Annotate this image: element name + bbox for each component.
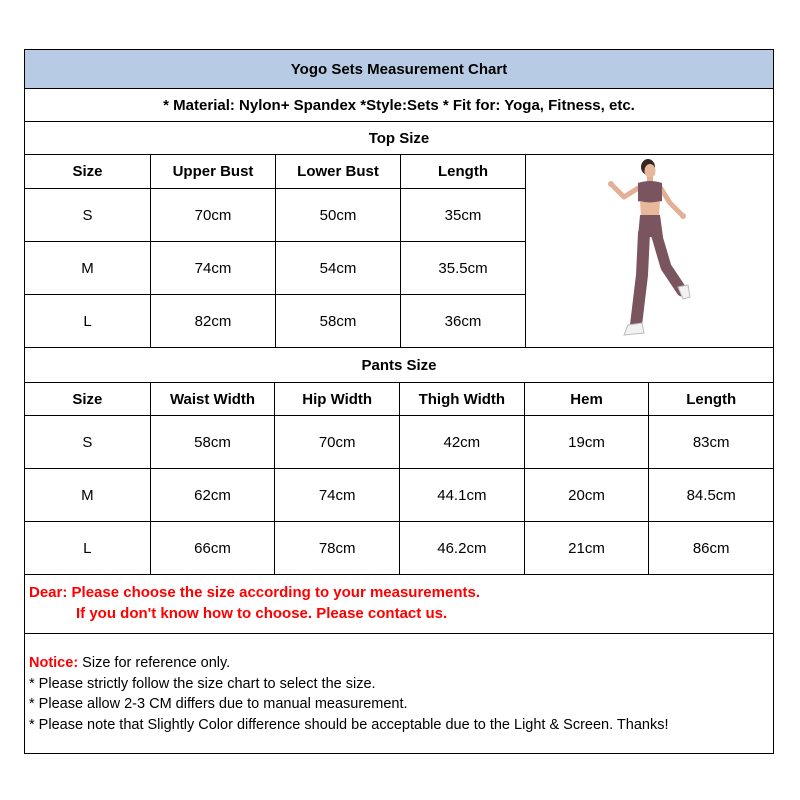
top-cell: 58cm bbox=[275, 295, 400, 347]
model-image bbox=[525, 155, 773, 347]
pants-cell: 44.1cm bbox=[399, 469, 524, 521]
top-cell: 50cm bbox=[275, 189, 400, 241]
pants-cell: 21cm bbox=[524, 522, 649, 574]
pants-size-heading: Pants Size bbox=[25, 347, 773, 382]
pants-cell: 84.5cm bbox=[648, 469, 773, 521]
woman-running-yoga-set-icon bbox=[590, 157, 710, 345]
notice-first-line bbox=[29, 653, 773, 674]
notice-line: * Please allow 2-3 CM differs due to manual measurement. bbox=[29, 696, 408, 712]
pants-cell: 66cm bbox=[150, 522, 275, 574]
table-row bbox=[25, 521, 773, 574]
pants-cell: 20cm bbox=[524, 469, 649, 521]
pants-header-thigh-width: Thigh Width bbox=[399, 383, 524, 415]
top-header-size: Size bbox=[72, 163, 103, 180]
pants-header-length: Length bbox=[648, 383, 773, 415]
notice-section bbox=[25, 633, 773, 753]
top-cell: 35cm bbox=[400, 189, 525, 241]
top-header-upper-bust: Upper Bust bbox=[150, 155, 275, 188]
pants-cell: 70cm bbox=[274, 416, 399, 468]
top-cell: 82cm bbox=[150, 295, 275, 347]
measurement-chart bbox=[24, 49, 774, 754]
pants-cell: 42cm bbox=[399, 416, 524, 468]
notice-line: * Please strictly follow the size chart to select the size. bbox=[29, 675, 376, 692]
table-row bbox=[25, 294, 525, 347]
dear-message bbox=[25, 574, 773, 633]
top-header-lower-bust: Lower Bust bbox=[275, 155, 400, 188]
pants-cell: 46.2cm bbox=[399, 522, 524, 574]
pants-cell: 58cm bbox=[150, 416, 275, 468]
table-row bbox=[25, 188, 525, 241]
top-cell: 36cm bbox=[400, 295, 525, 347]
notice-line: * Please note that Slightly Color difference should be acceptable due to the Light & Screen. Thanks! bbox=[29, 716, 669, 733]
pants-cell: 86cm bbox=[648, 522, 773, 574]
pants-cell: 83cm bbox=[648, 416, 773, 468]
notice-label: Notice: bbox=[29, 655, 79, 671]
top-header-length: Length bbox=[400, 155, 525, 188]
dear-line-1: Dear: Please choose the size according to your measurements. bbox=[29, 584, 480, 601]
top-header-row bbox=[25, 155, 525, 188]
top-cell: 70cm bbox=[150, 189, 275, 241]
top-cell: 54cm bbox=[275, 242, 400, 294]
info-line: * Material: Nylon+ Spandex *Style:Sets * Fit for: Yoga, Fitness, etc. bbox=[25, 88, 773, 121]
top-size-heading: Top Size bbox=[25, 121, 773, 154]
pants-cell: 78cm bbox=[274, 522, 399, 574]
table-row bbox=[25, 468, 773, 521]
table-row bbox=[25, 241, 525, 294]
top-cell: 74cm bbox=[150, 242, 275, 294]
top-cell: L bbox=[83, 312, 92, 330]
pants-header-waist-width: Waist Width bbox=[150, 383, 275, 415]
pants-cell: L bbox=[83, 539, 92, 557]
table-row bbox=[25, 415, 773, 468]
pants-cell: 62cm bbox=[150, 469, 275, 521]
notice-first-text: Size for reference only. bbox=[78, 655, 231, 671]
top-size-table bbox=[25, 155, 525, 347]
pants-cell: M bbox=[81, 486, 94, 504]
pants-header-size: Size bbox=[72, 390, 103, 408]
pants-header-row bbox=[25, 382, 773, 415]
top-size-block bbox=[25, 154, 773, 347]
pants-cell: 19cm bbox=[524, 416, 649, 468]
pants-header-hip-width: Hip Width bbox=[274, 383, 399, 415]
top-cell: M bbox=[81, 259, 94, 277]
top-cell: S bbox=[82, 206, 93, 224]
pants-cell: S bbox=[82, 433, 93, 451]
pants-header-hem: Hem bbox=[524, 383, 649, 415]
top-cell: 35.5cm bbox=[400, 242, 525, 294]
chart-title: Yogo Sets Measurement Chart bbox=[25, 50, 773, 88]
dear-line-2: If you don't know how to choose. Please contact us. bbox=[76, 605, 448, 622]
pants-cell: 74cm bbox=[274, 469, 399, 521]
